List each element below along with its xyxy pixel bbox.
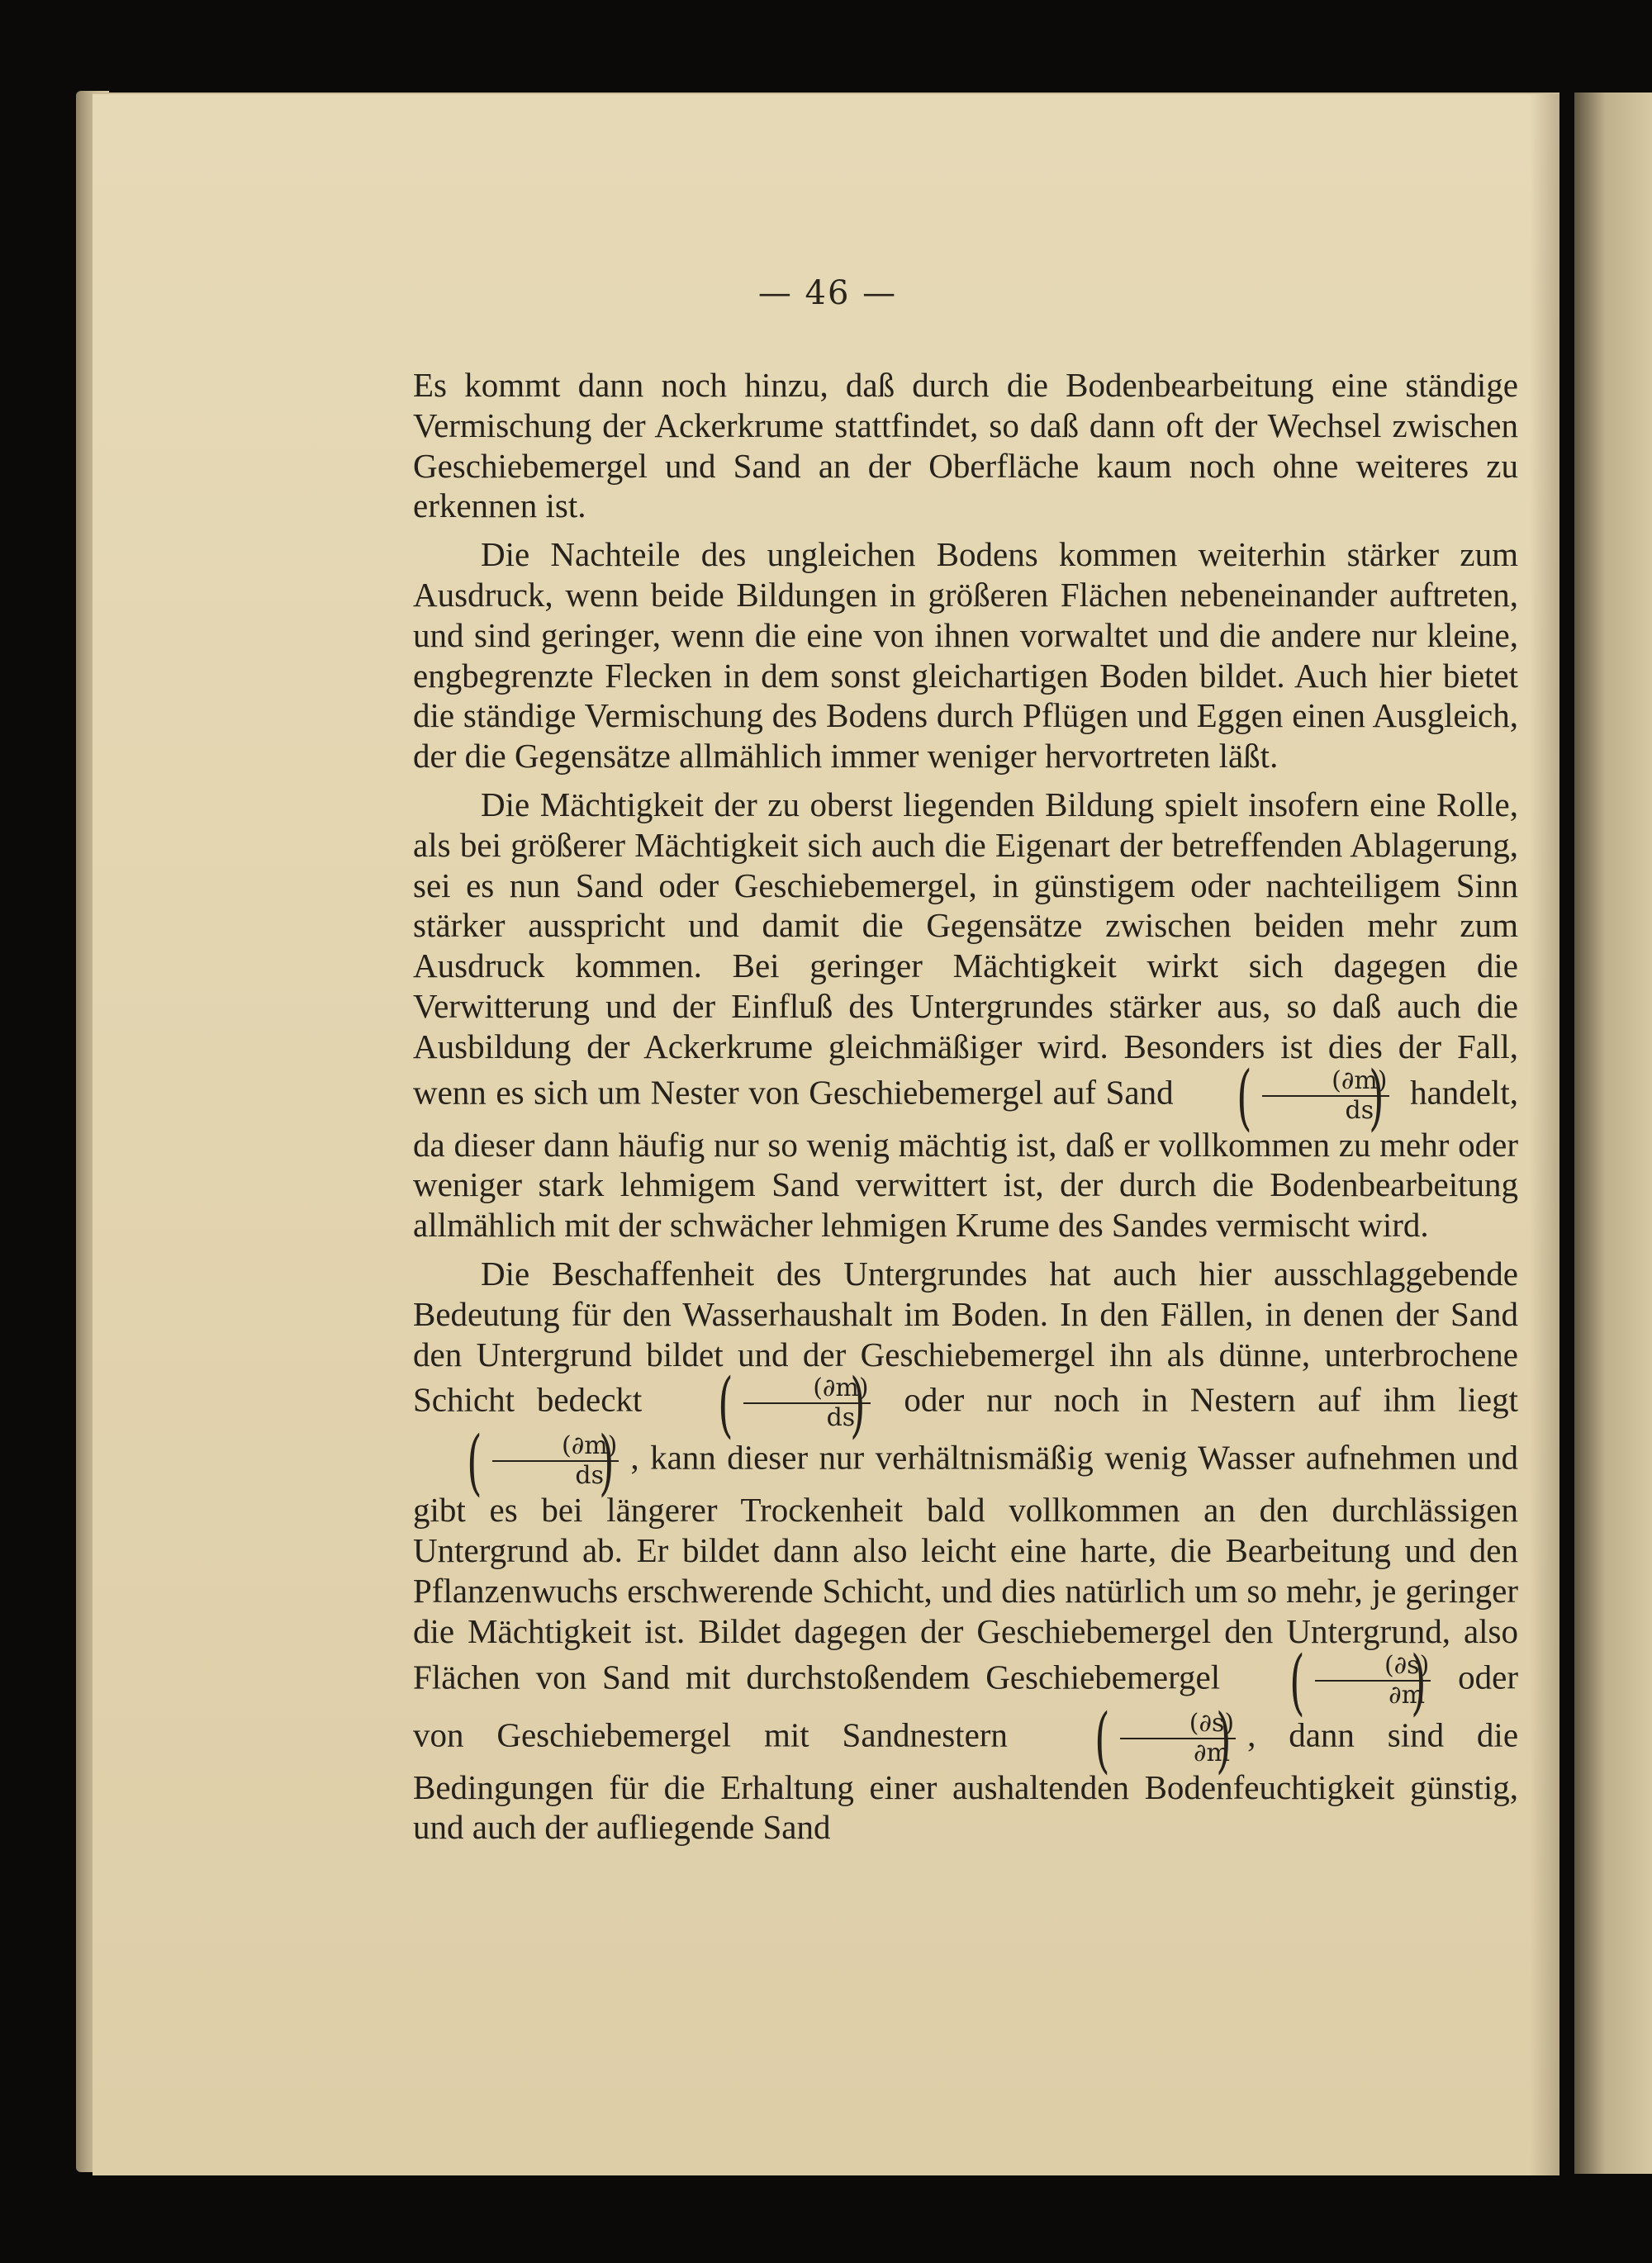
formula-numerator: ( (∂s) <box>1120 1710 1236 1739</box>
page-number: — 46 — <box>757 274 898 312</box>
formula-numerator: ( (∂s) <box>1315 1652 1431 1682</box>
paragraph <box>413 1254 1518 1848</box>
paragraph-text: , dann sind die Bedingungen für die Erhaltung einer aushaltenden Bodenfeuchtigkeit günstig, und auch der aufliegende Sand <box>413 1715 1519 1847</box>
formula <box>1044 1710 1244 1767</box>
formula-denominator: ds <box>1345 1095 1374 1125</box>
adjacent-page-edge <box>1574 93 1652 2174</box>
paragraph-text: Es kommt dann noch hinzu, daß durch die Bodenbearbeitung eine ständige Vermischung der Ackerkrume stattfindet, so daß dann oft der Wechsel zwischen Geschiebemergel und Sand an der Oberfläche kaum noch ohne weiteres zu erkennen ist. <box>413 366 1518 525</box>
paragraph-text: Die Nachteile des ungleichen Bodens kommen weiterhin stärker zum Ausdruck, wenn beide Bildungen in größeren Flächen nebeneinander auftreten, und sind geringer, wenn die eine von ihnen vorwaltet und die andere nur kleine, engbegrenzte Flecken in dem sonst gleichartigen Boden bildet. Auch hier bietet die ständige Vermischung des Bodens durch Pflügen und Eggen einen Ausgleich, der die Gegensätze allmählich immer weniger hervortreten läßt. <box>413 535 1518 776</box>
formula-denominator: ∂m <box>1193 1738 1230 1767</box>
formula <box>1239 1652 1439 1710</box>
formula <box>667 1374 878 1432</box>
paragraph-text: Die Mächtigkeit der zu oberst liegenden Bildung spielt insofern eine Rolle, als bei größerer Mächtigkeit sich auch die Eigenart der betreffenden Ablagerung, sei es nun Sand oder Geschiebemergel, in günstigem oder nachteiligem Sinn stärker ausspricht und damit die Gegensätze zwischen beiden mehr zum Ausdruck kommen. Bei geringer Mächtigkeit wirkt sich dagegen die Verwitterung und der Einfluß des Untergrundes stärker aus, so daß auch die Ausbildung der Ackerkrume gleichmäßiger wird. Besonders ist dies der Fall, wenn es sich um Nester von Geschiebemergel auf Sand <box>413 785 1518 1111</box>
paragraph <box>413 785 1518 1245</box>
formula-denominator: ∂m <box>1389 1680 1426 1710</box>
formula-numerator: ( (∂m) <box>743 1374 870 1404</box>
formula-numerator: ( (∂m) <box>1262 1067 1389 1097</box>
paragraph-text: oder nur noch in Nestern auf ihm liegt <box>904 1380 1519 1419</box>
formula-numerator: ( (∂m) <box>492 1432 619 1462</box>
formula-denominator: ds <box>826 1403 856 1433</box>
formula <box>1186 1067 1397 1125</box>
book-page <box>93 93 1563 2175</box>
paragraph-text: , kann dieser nur verhältnismäßig wenig Wasser aufnehmen und gibt es bei längerer Trockenheit bald vollkommen an den durchlässigen Untergrund ab. Er bildet dann also leicht eine harte, die Bearbeitung und den Pflanzenwuchs erschwerende Schicht, und dies natürlich um so mehr, je geringer die Mächtigkeit ist. Bildet dagegen der Geschiebemergel den Untergrund, also Flächen von Sand mit durchstoßendem Geschiebemergel <box>413 1438 1518 1696</box>
formula <box>416 1432 627 1490</box>
paragraph-text: handelt, da dieser dann häufig nur so wenig mächtig ist, daß er vollkommen zu mehr oder weniger stark lehmigem Sand verwittert ist, der durch die Bodenbearbeitung allmählich mit der schwächer lehmigen Krume des Sandes vermischt wird. <box>413 1072 1519 1245</box>
paragraph-text: Die Beschaffenheit des Untergrundes hat auch hier ausschlaggebende Bedeutung für den Wasserhaushalt im Boden. In den Fällen, in denen der Sand den Untergrund bildet und der Geschiebemergel ihn als dünne, unterbrochene Schicht bedeckt <box>413 1254 1518 1419</box>
gutter-shadow <box>1530 94 1563 2175</box>
page-body <box>413 365 1518 1856</box>
formula-denominator: ds <box>575 1461 604 1491</box>
paragraph <box>413 534 1518 776</box>
paragraph-text: oder von Geschiebemergel mit Sandnestern <box>413 1657 1519 1753</box>
paragraph <box>413 365 1518 526</box>
